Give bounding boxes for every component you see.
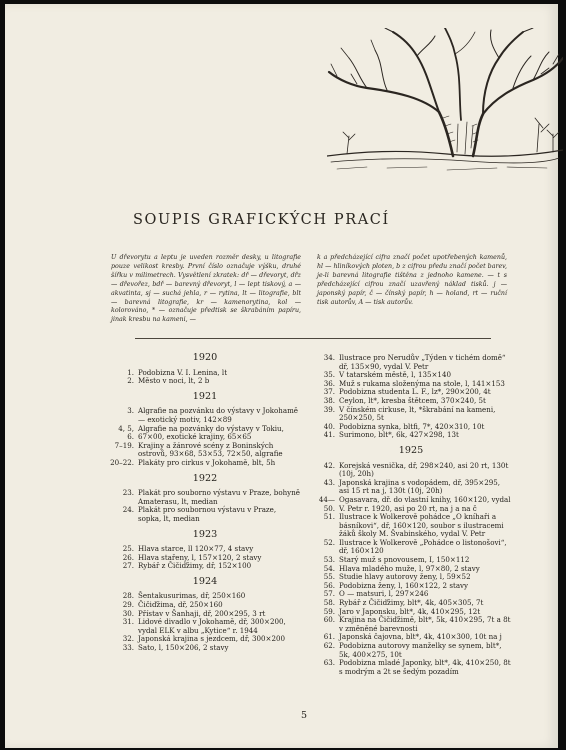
entry-number: 51. (323, 512, 335, 522)
entry-text: Rybář z Čičiďžimy, dř, 152×100 (138, 561, 252, 571)
catalog-entry (110, 618, 300, 635)
entry-number: 34. (323, 353, 335, 362)
entry-number: 29. (122, 600, 134, 610)
catalog-entry (110, 407, 300, 424)
year-heading: 1925 (398, 444, 424, 456)
catalog-entry (311, 616, 511, 633)
catalog-entry (311, 539, 511, 556)
entry-text: Plakát pro souborno výstavu v Praze, bohyně Amaterasu, lt, median (138, 488, 300, 506)
entry-text: Muž s rukama složenýma na stole, l, 141×153 (339, 378, 505, 388)
catalog-column-right (311, 354, 511, 676)
entry-number: 3. (127, 406, 134, 416)
entry-text: Ilustrace pro Nerudův „Týden v tichém domě“ dř, 135×90, vydal V. Petr (339, 353, 506, 371)
abbreviations-left: U dřevorytu a leptu je uveden rozměr desky, u litografie pouze velikost kresby. První číslo označuje výšku, druhé šířku v milimetrech. Vysvětlení zkratek: dř — dřevoryt, dřz — dřevořez, bdř — barevný dřevoryt, l — lept tiskový, a — akvatinta, sj — suchá jehla, r — rytina, lt — litografie, blt — barevná litografie, kr — kamenorytina, kol — kolorováno, * — označuje předtisk se škrabáním papíru, jinak kresbu na kameni, — (111, 254, 301, 324)
entry-number: 33. (122, 643, 134, 653)
catalog-column-left (110, 354, 300, 653)
catalog-entry (110, 377, 300, 386)
entry-text: Podobizna mladé Japonky, blt*, 4k, 410×250, 8t s modrým a 2t se šedým pozadím (339, 658, 511, 676)
catalog-entry (311, 406, 511, 423)
entry-number: 25. (122, 544, 134, 554)
entry-number: 62. (323, 641, 335, 650)
catalog-entry (110, 506, 300, 523)
entry-number: 28. (122, 591, 134, 601)
entry-text: Studie hlavy autorovy ženy, l, 59×52 (339, 572, 471, 582)
entry-number: 31. (122, 617, 134, 627)
entry-text: Hlava mladého muže, l, 97×80, 2 stavy (339, 563, 480, 573)
entry-number: 44—50. (318, 494, 335, 513)
entry-number: 52. (323, 537, 335, 547)
entry-number: 27. (122, 561, 134, 571)
entry-text: Hlava starce, ll 120×77, 4 stavy (138, 544, 254, 554)
entry-text: Starý muž s pnovousem, I, 150×112 (339, 555, 470, 565)
year-heading: 1924 (192, 575, 218, 587)
entry-text: Podobizna studenta L. F., lz*, 290×200, 4t (339, 387, 491, 397)
entry-number: 1. (127, 367, 134, 377)
entry-number: 58. (323, 598, 335, 608)
entry-number: 30. (122, 608, 134, 618)
entry-number: 20–22. (110, 457, 134, 467)
entry-text: Japonská krajina s jezdcem, dř, 300×200 (138, 634, 285, 644)
entry-number: 37. (323, 387, 335, 397)
entry-text: Podobizna autorovy manželky se synem, blt*, 5k, 400×275, 10t (339, 641, 502, 659)
catalog-entry (311, 479, 511, 496)
entry-number: 61. (323, 632, 335, 642)
entry-text: Šentakusurimas, dř, 250×160 (138, 591, 246, 601)
entry-text: Rybář z Čičiďžimy, blt*, 4k, 405×305, 7t (339, 598, 484, 608)
entry-number: 43. (323, 477, 335, 487)
entry-text: Krajiny a žánrové scény z Boninských ostrovů, 93×68, 53×53, 72×50, algrafie (138, 440, 283, 459)
entry-text: Krajina na Čičiďžimě, blt*, 5k, 410×295, 7t a 8t v změněné barevnosti (339, 615, 511, 633)
entry-text: Ilustrace k Wolkerově pohádce „O kníhaři a básníkovi“, dř, 160×120, soubor s ilustracemi žáků školy M. Švabinského, vydal V. Petr (339, 512, 504, 539)
catalog-entry (311, 496, 511, 513)
entry-number: 59. (323, 606, 335, 616)
entry-number: 40. (323, 421, 335, 431)
entry-number: 57. (323, 589, 335, 599)
year-heading: 1922 (192, 472, 218, 484)
entry-text: Lidové divadlo v Jokohamě, dř, 300×200, vydal ELK v albu „Kytice“ r. 1944 (138, 617, 286, 635)
catalog-entry (110, 459, 300, 468)
entry-text: Jaro v Japonsku, blt*, 4k, 410×295, 12t (339, 606, 481, 616)
page-number: 5 (301, 710, 308, 721)
catalog-entry (311, 659, 511, 676)
entry-number: 23. (122, 488, 134, 498)
entry-text: Hlava stařeny, l, 157×120, 2 stavy (138, 552, 262, 562)
entry-text: Plakát pro soubornou výstavu v Praze, sopka, lt, median (138, 505, 277, 523)
entry-text: Algrafie na pozvánku do výstavy v Jokohamě — exotický motiv, 142×89 (138, 406, 299, 424)
document-page (5, 4, 558, 748)
entry-number: 63. (323, 658, 335, 668)
year-heading: 1923 (192, 528, 218, 540)
entry-text: Sato, l, 150×206, 2 stavy (138, 643, 229, 653)
entry-text: Podobizna ženy, l, 160×122, 2 stavy (339, 580, 469, 590)
year-heading: 1921 (192, 390, 218, 402)
entry-number: 2. (127, 376, 134, 386)
entry-text: Čičiďžima, dř, 250×160 (138, 600, 223, 610)
entry-number: 41. (323, 430, 335, 440)
entry-text: Plakáty pro cirkus v Jokohamě, blt, 5h (138, 457, 276, 467)
catalog-entry (311, 354, 511, 371)
entry-number: 55. (323, 572, 335, 582)
entry-text: Japonská krajina s vodopádem, dř, 395×295, asi 15 rt na j, 130t (10j, 20h) (339, 477, 500, 496)
abbreviations-right: k a předcházející cifra značí počet upotřebených kamenů, hl — hliníkových ploten, b z cifrou předu značí počet barev, je-li barevná litografie tištěna z jednoho kamene. — t s předcházející cifrou značí uzavřený náklad tisků. j — japonský papír, č — čínský papír, h — holand, rt — ruční tisk autorův, A — tisk autorův. (317, 254, 507, 306)
entry-text: Přístav v Šanhaji, dř, 200×295, 3 rt (138, 608, 266, 618)
entry-number: 36. (323, 378, 335, 388)
entry-text: Korejská vesnička, dř, 298×240, asi 20 rt, 130t (10j, 20h) (339, 460, 509, 479)
entry-text: Ceylon, lt*, kresba štětcem, 370×240, 5t (339, 395, 486, 405)
entry-text: O — matsuri, l, 297×246 (339, 589, 429, 599)
entry-text: Podobizna V. I. Lenina, lt (138, 367, 228, 377)
catalog-entry (110, 562, 300, 571)
catalog-entry (110, 442, 300, 459)
entry-text: V tatarském městě, l, 135×140 (339, 370, 451, 380)
catalog-entry (311, 642, 511, 659)
entry-number: 39. (323, 404, 335, 414)
catalog-entry (311, 462, 511, 479)
entry-text: Podobizna synka, bltfi, 7*, 420×310, 10t (339, 421, 485, 431)
entry-text: Algrafie na pozvánky do výstavy v Tokiu, 67×00, exotické krajiny, 65×65 (138, 423, 284, 442)
catalog-entry (110, 644, 300, 653)
entry-number: 60. (323, 615, 335, 625)
entry-text: V čínském cirkuse, lt, *škrabání na kameni, 250×250, 5t (339, 404, 496, 423)
entry-number: 26. (122, 552, 134, 562)
entry-number: 54. (323, 563, 335, 573)
entry-number: 4, 5, 6. (118, 423, 134, 442)
entry-number: 53. (323, 555, 335, 565)
entry-number: 38. (323, 395, 335, 405)
entry-text: Surimono, blt*, 6k, 427×298, 13t (339, 430, 459, 440)
entry-number: 35. (323, 370, 335, 380)
page-title: SOUPIS GRAFICKÝCH PRACÍ (133, 212, 390, 228)
catalog-entry (311, 513, 511, 539)
entry-text: Ogasavara, dř. do vlastní knihy, 160×120, vydal V. Petr r. 1920, asi po 20 rt, na j a na č (339, 494, 511, 513)
catalog-entry (110, 489, 300, 506)
entry-number: 32. (122, 634, 134, 644)
catalog-entry (311, 431, 511, 440)
section-divider (135, 338, 491, 339)
entry-text: Japonská čajovna, blt*, 4k, 410×300, 10t na j (339, 632, 502, 642)
entry-number: 56. (323, 580, 335, 590)
entry-number: 24. (122, 505, 134, 515)
catalog-entry (110, 425, 300, 442)
entry-number: 42. (323, 460, 335, 470)
tree-illustration (327, 28, 563, 178)
entry-text: Ilustrace k Wolkerově „Pohádce o listonošovi“, dř, 160×120 (339, 537, 507, 556)
entry-number: 7–19. (114, 440, 134, 450)
year-heading: 1920 (192, 352, 218, 363)
entry-text: Město v noci, lt, 2 b (138, 376, 210, 386)
